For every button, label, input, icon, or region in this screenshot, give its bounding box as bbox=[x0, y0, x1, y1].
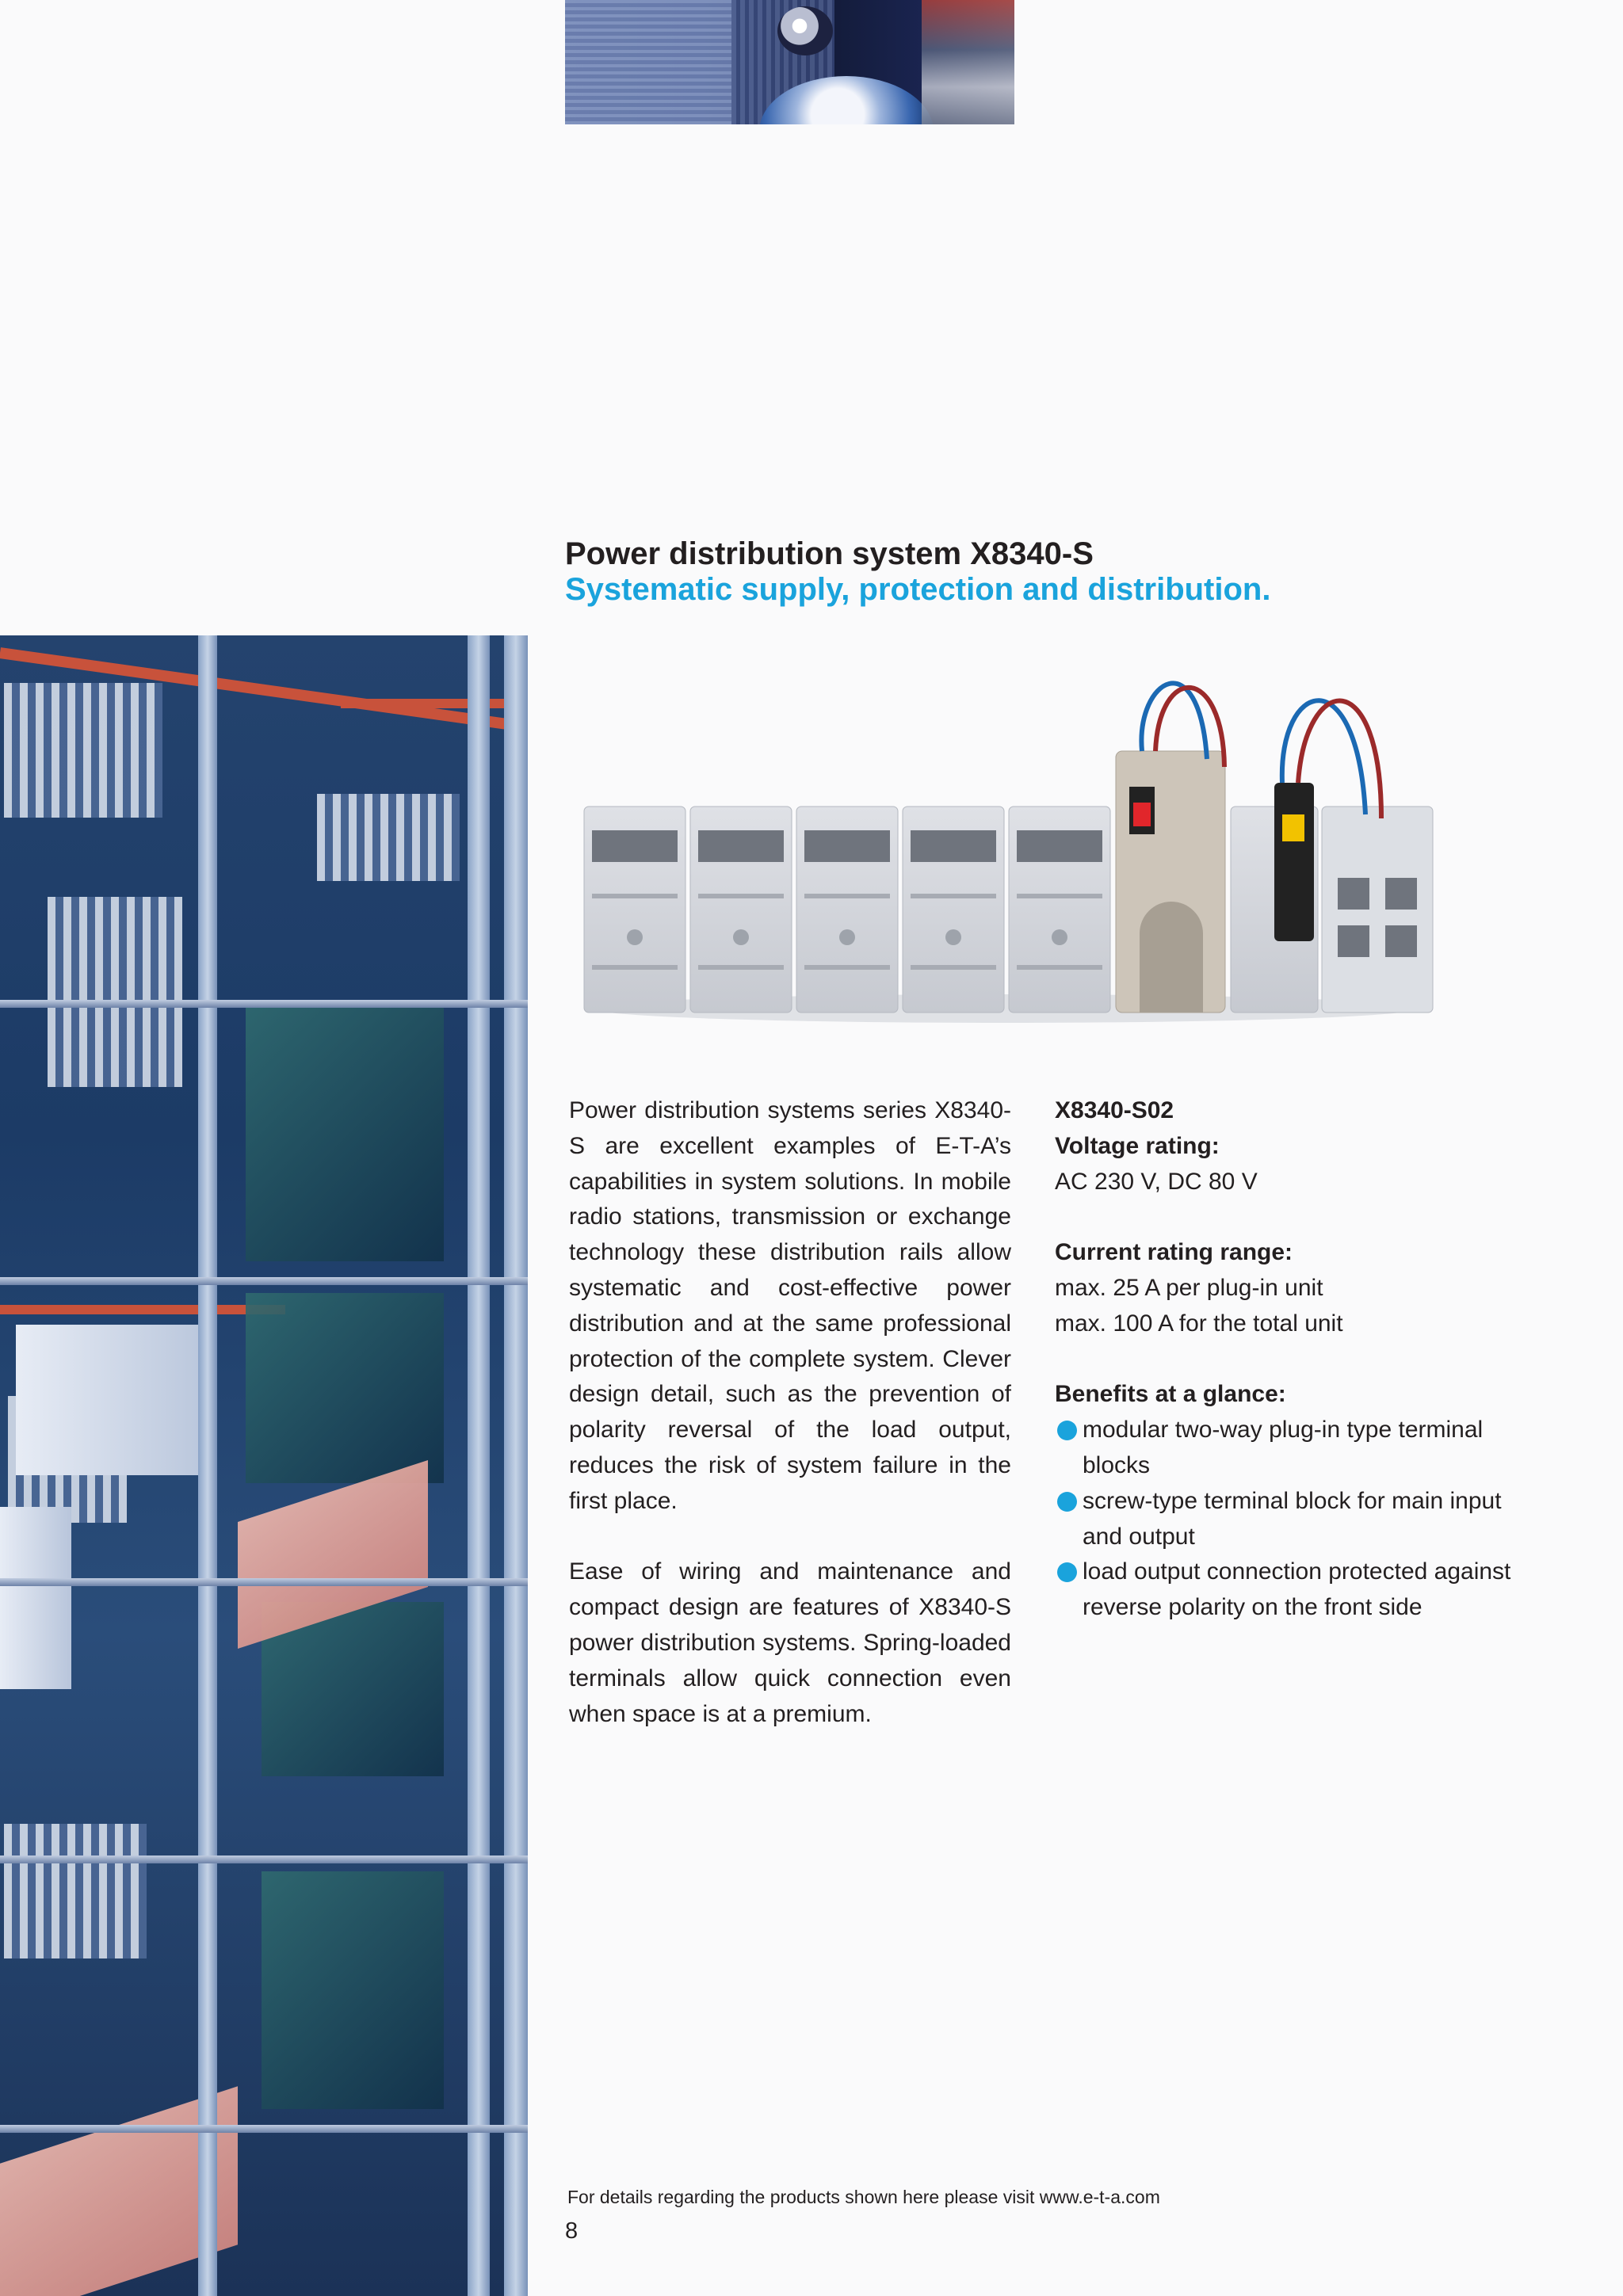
screw-terminal-block bbox=[1322, 807, 1433, 1013]
bullet-icon bbox=[1057, 1492, 1077, 1512]
benefits-heading: Benefits at a glance: bbox=[1055, 1381, 1286, 1408]
rack-post bbox=[468, 635, 490, 2296]
terminal-module bbox=[1009, 807, 1110, 1013]
red-switch-icon bbox=[1133, 803, 1151, 826]
body-paragraph: Power distribution systems series X8340-S are excellent examples of E-T-A’s capabilities in system solutions. In mobile radio stations, transmission or exchange technology these distribution rails allow systematic and cost-effective power distribution and at the same professional protection of the complete system. Clever design detail, such as the prevention of polarity reversal of the load output, reduces the risk of system failure in the first place. bbox=[569, 1097, 1011, 1514]
spec-panel bbox=[1055, 1093, 1514, 1626]
banner-equipment-panel bbox=[565, 0, 731, 124]
footer-note: For details regarding the products shown here please visit www.e-t-a.com bbox=[567, 2187, 1160, 2207]
rack-shelf bbox=[0, 1578, 528, 1586]
rack-module bbox=[246, 1008, 444, 1261]
page-title: Power distribution system X8340-S bbox=[565, 536, 1094, 571]
rack-card-bank bbox=[4, 1824, 147, 1958]
rack-red-beam bbox=[341, 699, 528, 708]
protection-module bbox=[1231, 783, 1318, 1013]
body-text bbox=[569, 1093, 1011, 1768]
benefit-text: load output connection protected against reverse polarity on the front side bbox=[1083, 1558, 1511, 1621]
page-number: 8 bbox=[565, 2218, 579, 2244]
terminal-module bbox=[903, 807, 1004, 1013]
benefit-text: screw-type terminal block for main input and output bbox=[1083, 1487, 1502, 1550]
benefit-text: modular two-way plug-in type terminal blocks bbox=[1083, 1417, 1484, 1478]
voltage-value: AC 230 V, DC 80 V bbox=[1055, 1168, 1258, 1195]
rack-card-bank bbox=[317, 794, 460, 881]
current-value: max. 25 A per plug-in unit bbox=[1055, 1274, 1323, 1301]
rack-shelf bbox=[0, 1855, 528, 1863]
equipment-rack-photo bbox=[0, 635, 528, 2296]
yellow-switch-icon bbox=[1282, 814, 1304, 841]
terminal-module bbox=[690, 807, 792, 1013]
rack-module bbox=[262, 1871, 444, 2109]
terminal-module bbox=[796, 807, 898, 1013]
benefit-item bbox=[1055, 1413, 1514, 1484]
banner-photo-satellite bbox=[565, 0, 1014, 124]
banner-antenna-tower bbox=[922, 0, 1014, 124]
benefits-list bbox=[1055, 1413, 1514, 1626]
current-heading: Current rating range: bbox=[1055, 1239, 1293, 1266]
model-number: X8340-S02 bbox=[1055, 1097, 1174, 1123]
body-paragraph: Ease of wiring and maintenance and compact design are features of X8340-S power distribution systems. Spring-loaded terminals allow quick connection even when space is at a premium. bbox=[569, 1558, 1011, 1727]
page-subtitle: Systematic supply, protection and distribution. bbox=[565, 572, 1271, 607]
distribution-rail-photo bbox=[565, 648, 1449, 1066]
benefit-item bbox=[1055, 1554, 1514, 1626]
banner-satellite bbox=[777, 6, 833, 55]
rack-red-beam bbox=[0, 1305, 285, 1314]
rack-shelf bbox=[0, 1000, 528, 1008]
rack-post bbox=[198, 635, 217, 2296]
bullet-icon bbox=[1057, 1421, 1077, 1440]
main-input-block bbox=[1116, 751, 1225, 1013]
rack-card-bank bbox=[48, 897, 182, 1087]
voltage-heading: Voltage rating: bbox=[1055, 1132, 1220, 1159]
terminal-modules bbox=[584, 807, 1110, 1013]
terminal-module bbox=[584, 807, 685, 1013]
rack-post bbox=[504, 635, 528, 2296]
rack-module bbox=[246, 1293, 444, 1483]
rack-card-bank bbox=[4, 683, 162, 818]
rack-panel bbox=[0, 1507, 71, 1689]
rack-shelf bbox=[0, 2125, 528, 2133]
benefit-item bbox=[1055, 1484, 1514, 1555]
rack-shelf bbox=[0, 1277, 528, 1285]
rack-panel bbox=[16, 1325, 214, 1475]
bullet-icon bbox=[1057, 1562, 1077, 1582]
current-value: max. 100 A for the total unit bbox=[1055, 1310, 1343, 1337]
